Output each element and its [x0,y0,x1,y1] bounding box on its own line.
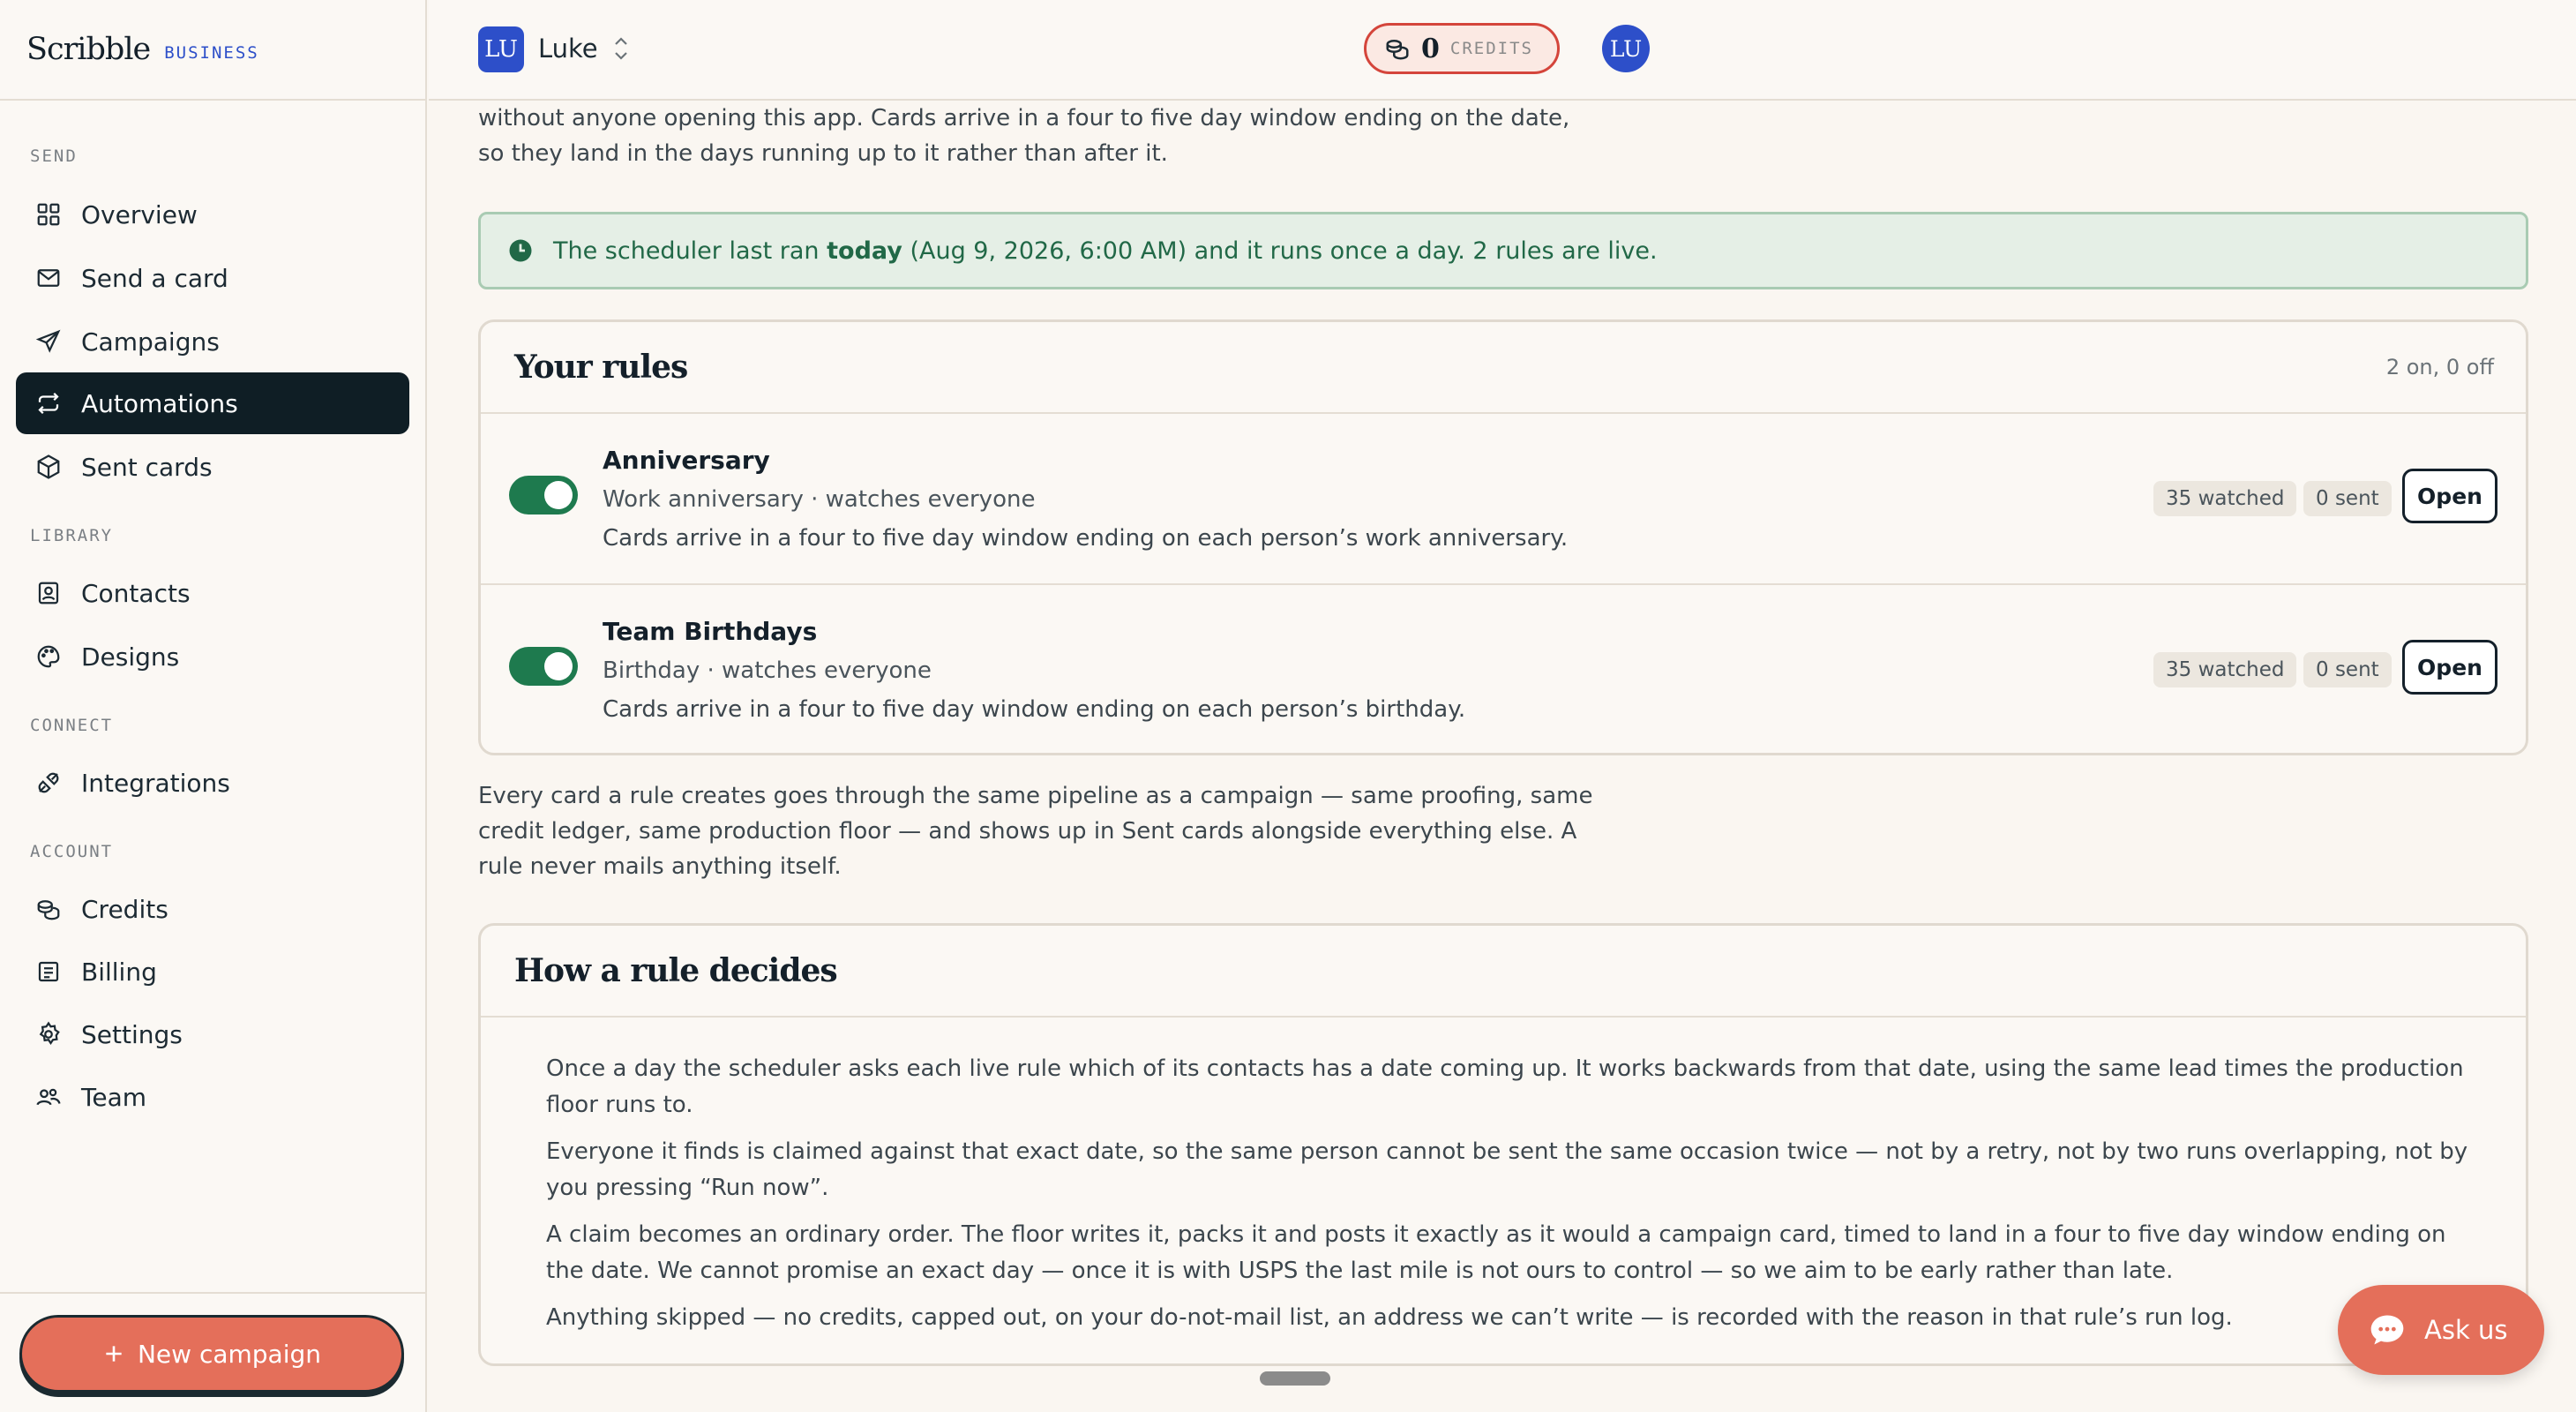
credits-pill[interactable] [1364,23,1560,74]
sidebar-item-billing[interactable] [16,941,409,1003]
how-card-title: How a rule decides [514,952,837,989]
sidebar-item-label: Designs [81,642,180,672]
sidebar-item-designs[interactable] [16,626,409,687]
how-paragraph: Everyone it finds is claimed against that exact date, so the same person cannot be sent the same occasion twice — not by a retry, not by two runs overlapping, not by you pressing “Run now”. [546,1138,2468,1201]
sidebar-item-contacts[interactable] [16,562,409,624]
sidebar-item-sent-cards[interactable] [16,436,409,498]
gear-icon [35,1021,62,1048]
scheduler-suffix: (Aug 9, 2026, 6:00 AM) and it runs once a day. 2 rules are live. [902,237,1658,265]
sidebar-item-automations[interactable] [16,372,409,434]
sidebar-item-label: Team [81,1082,147,1112]
chevron-up-down-icon[interactable] [610,34,632,64]
scroll-handle[interactable] [1260,1371,1330,1386]
sent-badge: 0 sent [2303,652,2392,687]
intro-line-1: without anyone opening this app. Cards arrive in a four to five day window ending on the date, [478,105,1570,131]
sidebar-item-label: Credits [81,894,168,924]
sidebar-item-label: Integrations [81,768,230,798]
rule-row-anniversary [481,414,2526,583]
rule-subtitle: Birthday · watches everyone [603,657,932,684]
brand-name: Scribble [26,32,151,67]
scheduler-emphasis: today [827,237,902,265]
rule-toggle[interactable] [509,476,578,514]
grid-icon [35,201,62,228]
rule-subtitle: Work anniversary · watches everyone [603,486,1036,513]
intro-line-2: so they land in the days running up to it rather than after it. [478,140,1168,167]
clock-icon [507,237,534,264]
sidebar-item-team[interactable] [16,1066,409,1128]
rule-name: Anniversary [603,446,770,475]
nav-section-connect: CONNECT [30,716,114,735]
workspace-avatar[interactable]: LU [478,26,524,72]
pipeline-text: Every card a rule creates goes through the same pipeline as a campaign — same proofing, same credit ledger, same production floor — and shows up in Sent cards alongside everything else. A rule never mails anything itself. [478,783,1593,880]
rules-card-title: Your rules [514,349,688,386]
how-card-body [481,1018,2526,1373]
rules-card-header [481,322,2526,414]
box-icon [35,454,62,480]
rule-toggle[interactable] [509,647,578,686]
sidebar-item-label: Campaigns [81,327,220,357]
rule-name: Team Birthdays [603,617,818,646]
sidebar-item-settings[interactable] [16,1003,409,1065]
paper-plane-icon [35,328,62,355]
palette-icon [35,643,62,670]
sidebar-item-label: Sent cards [81,452,213,482]
scheduler-text [553,237,1658,265]
sidebar-item-label: Automations [81,388,238,418]
rules-card [478,319,2528,755]
rule-description: Cards arrive in a four to five day window ending on each person’s birthday. [603,696,1466,723]
coins-icon [35,896,62,922]
ask-us-button[interactable] [2338,1285,2544,1375]
sidebar-item-campaigns[interactable] [16,311,409,372]
chat-bubble-icon [2368,1311,2407,1349]
top-bar [429,0,2576,101]
new-campaign-button[interactable] [19,1315,404,1393]
how-paragraph: A claim becomes an ordinary order. The floor writes it, packs it and posts it exactly as it would a campaign card, timed to land in a four to five day window ending on the date. We cannot promise an exact day — once it is with USPS the last mile is not ours to control — so we aim to be early rather than late. [546,1221,2446,1284]
workspace-name[interactable]: Luke [538,34,598,64]
receipt-icon [35,958,62,985]
sidebar-item-integrations[interactable] [16,752,409,814]
users-icon [35,1084,62,1110]
sidebar [0,0,427,1412]
open-rule-button[interactable]: Open [2402,640,2497,695]
contact-card-icon [35,580,62,606]
rules-summary: 2 on, 0 off [2385,355,2494,379]
brand-tag: BUSINESS [164,43,259,63]
nav-section-account: ACCOUNT [30,842,114,861]
nav-section-library: LIBRARY [30,526,114,545]
how-paragraph: Anything skipped — no credits, capped out, on your do-not-mail list, an address we can’t write — is recorded with the reason in that rule’s run log. [546,1304,2233,1331]
watched-badge: 35 watched [2153,652,2296,687]
watched-badge: 35 watched [2153,481,2296,516]
sidebar-footer [0,1292,427,1412]
sidebar-item-credits[interactable] [16,878,409,940]
nav-section-send: SEND [30,146,78,166]
rule-description: Cards arrive in a four to five day window ending on each person’s work anniversary. [603,525,1569,552]
how-card-header [481,926,2526,1018]
open-rule-button[interactable]: Open [2402,469,2497,523]
how-paragraph: Once a day the scheduler asks each live rule which of its contacts has a date coming up. It works backwards from that date, using the same lead times the production floor runs to. [546,1055,2464,1118]
new-campaign-label: New campaign [137,1339,322,1369]
sidebar-item-label: Settings [81,1019,183,1049]
scheduler-prefix: The scheduler last ran [553,237,827,265]
ask-us-label: Ask us [2424,1315,2508,1345]
credits-label: CREDITS [1449,39,1533,58]
how-rule-decides-card [478,923,2528,1366]
sent-badge: 0 sent [2303,481,2392,516]
plug-icon [35,770,62,796]
sidebar-item-label: Billing [81,957,157,987]
coins-icon [1384,35,1411,62]
sidebar-item-label: Contacts [81,578,191,608]
credits-value: 0 [1421,33,1440,64]
plus-icon [102,1342,125,1365]
rule-row-team-birthdays [481,583,2526,753]
scheduler-status-banner [478,212,2528,289]
envelope-icon [35,265,62,291]
intro-text [478,101,1590,171]
brand[interactable] [0,0,425,101]
repeat-icon [35,390,62,417]
user-avatar[interactable]: LU [1602,25,1650,72]
sidebar-item-send-a-card[interactable] [16,247,409,309]
sidebar-item-label: Send a card [81,263,228,293]
sidebar-item-label: Overview [81,199,198,229]
sidebar-item-overview[interactable] [16,184,409,245]
